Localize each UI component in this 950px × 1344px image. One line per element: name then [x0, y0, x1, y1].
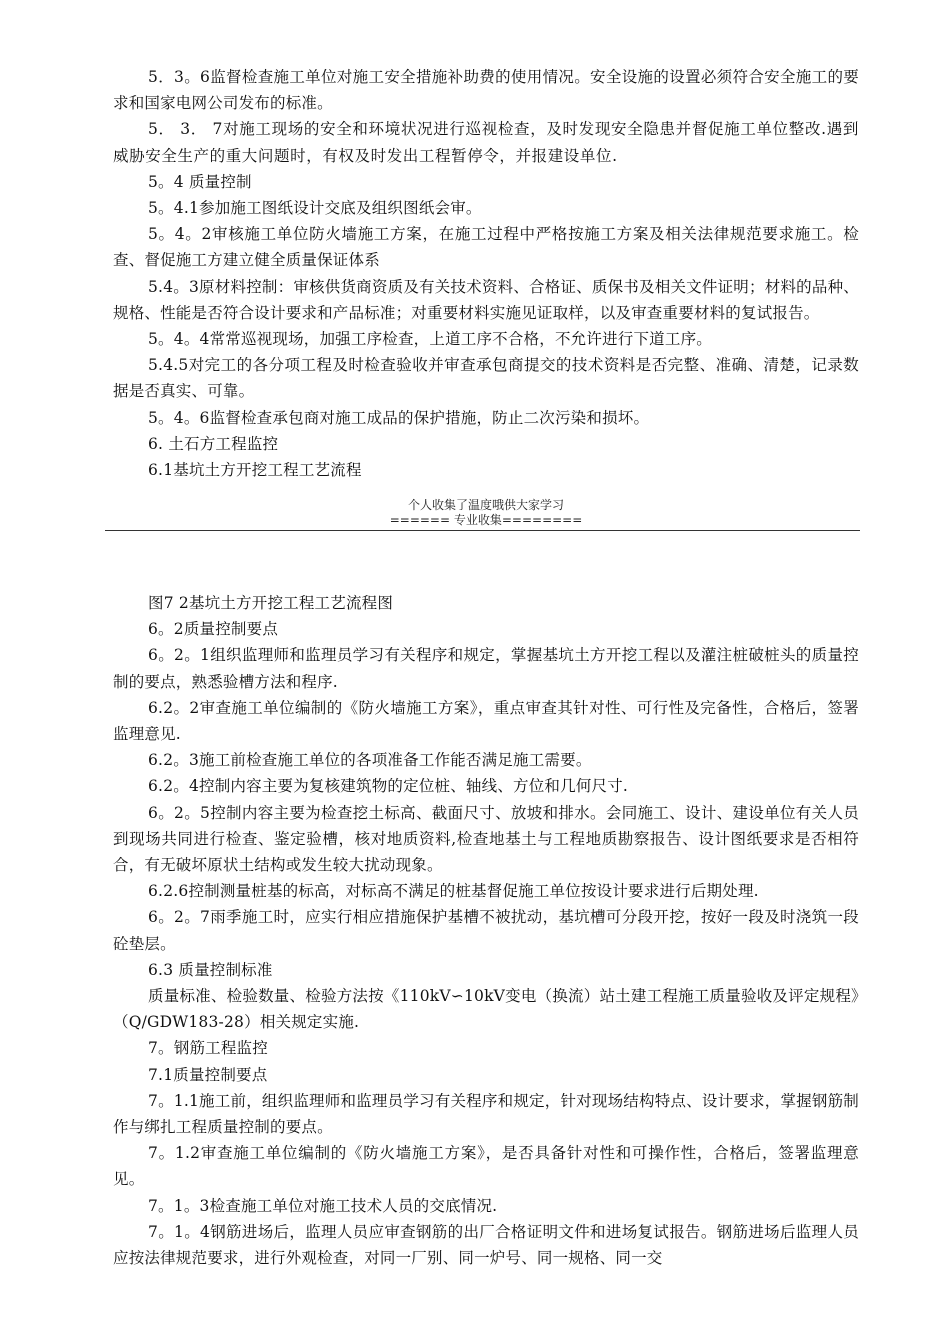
page-footer — [113, 498, 859, 528]
paragraph: 7。1.1施工前，组织监理师和监理员学习有关程序和规定，针对现场结构特点、设计要求，掌握钢筋制作与绑扎工程质量控制的要点。 — [113, 1091, 859, 1137]
paragraph: 5。4。2审核施工单位防火墙施工方案，在施工过程中严格按施工方案及相关法律规范要求施工。检查、督促施工方建立健全质量保证体系 — [113, 225, 859, 270]
paragraph: 5． 3． 7对施工现场的安全和环境状况进行巡视检查，及时发现安全隐患并督促施工单位整改.遇到威胁安全生产的重大问题时，有权及时发出工程暂停令，并报建设单位. — [113, 120, 859, 165]
section-heading: 5。4 质量控制 — [148, 172, 252, 191]
paragraph: 6.2。2审查施工单位编制的《防火墙施工方案》，重点审查其针对性、可行性及完备性，合格后，签署监理意见. — [113, 698, 859, 744]
paragraph: 5．3。6监督检查施工单位对施工安全措施补助费的使用情况。安全设施的设置必须符合安全施工的要求和国家电网公司发布的标准。 — [113, 68, 859, 113]
paragraph: 5。4。6监督检查承包商对施工成品的保护措施，防止二次污染和损坏。 — [148, 408, 650, 427]
section-heading: 6. 土石方工程监控 — [148, 434, 279, 453]
figure-caption: 图7 2基坑土方开挖工程工艺流程图 — [148, 594, 394, 612]
top-text-block — [113, 64, 859, 483]
footer-line-1: 个人收集了温度哦供大家学习 — [407, 498, 564, 512]
paragraph: 6.2.6控制测量桩基的标高，对标高不满足的桩基督促施工单位按设计要求进行后期处理. — [148, 882, 759, 901]
paragraph: 5.4.5对完工的各分项工程及时检查验收并审查承包商提交的技术资料是否完整、准确、清楚，记录数据是否真实、可靠。 — [113, 356, 859, 401]
section-heading: 6.1基坑土方开挖工程工艺流程 — [148, 461, 362, 480]
section-heading: 6.3 质量控制标准 — [148, 960, 273, 979]
paragraph: 6。2。5控制内容主要为检查挖土标高、截面尺寸、放坡和排水。会同施工、设计、建设单位有关人员到现场共同进行检查、鉴定验槽，核对地质资料,检查地基土与工程地质勘察报告、设计图纸要求是否相符合，有无破坏原状土结构或发生较大扰动现象。 — [113, 803, 859, 875]
paragraph: 7。1。4钢筋进场后，监理人员应审查钢筋的出厂合格证明文件和进场复试报告。钢筋进场后监理人员应按法律规范要求，进行外观检查，对同一厂别、同一炉号、同一规格、同一交 — [113, 1222, 859, 1268]
paragraph: 7。1。3检查施工单位对施工技术人员的交底情况. — [148, 1196, 498, 1215]
paragraph: 7。1.2审查施工单位编制的《防火墙施工方案》，是否具备针对性和可操作性，合格后，签署监理意见。 — [113, 1144, 859, 1189]
paragraph: 5。4。4常常巡视现场，加强工序检查，上道工序不合格，不允许进行下道工序。 — [148, 330, 712, 349]
bottom-text-block — [113, 590, 859, 1271]
paragraph: 5.4。3原材料控制：审核供货商资质及有关技术资料、合格证、质保书及相关文件证明；材料的品种、规格、性能是否符合设计要求和产品标准；对重要材料实施见证取样，以及审查重要材料的复试报告。 — [113, 277, 859, 322]
paragraph: 5。4.1参加施工图纸设计交底及组织图纸会审。 — [148, 199, 482, 218]
paragraph: 6。2。1组织监理师和监理员学习有关程序和规定，掌握基坑土方开挖工程以及灌注桩破桩头的质量控制的要点，熟悉验槽方法和程序. — [113, 646, 859, 691]
paragraph: 6.2。3施工前检查施工单位的各项准备工作能否满足施工需要。 — [148, 751, 592, 770]
paragraph: 质量标准、检验数量、检验方法按《110kV∽10kV变电（换流）站土建工程施工质量验收及评定规程》（Q/GDW183-28）相关规定实施. — [113, 987, 859, 1032]
paragraph: 6。2。7雨季施工时，应实行相应措施保护基槽不被扰动，基坑槽可分段开挖，按好一段及时浇筑一段砼垫层。 — [113, 908, 859, 953]
paragraph: 6.2。4控制内容主要为复核建筑物的定位桩、轴线、方位和几何尺寸. — [148, 777, 629, 796]
footer-line-2: ====== 专业收集======== — [389, 513, 583, 527]
section-heading: 7。钢筋工程监控 — [148, 1039, 268, 1058]
section-heading: 6。2质量控制要点 — [148, 620, 279, 639]
section-heading: 7.1质量控制要点 — [148, 1065, 268, 1084]
footer-divider — [105, 530, 860, 531]
